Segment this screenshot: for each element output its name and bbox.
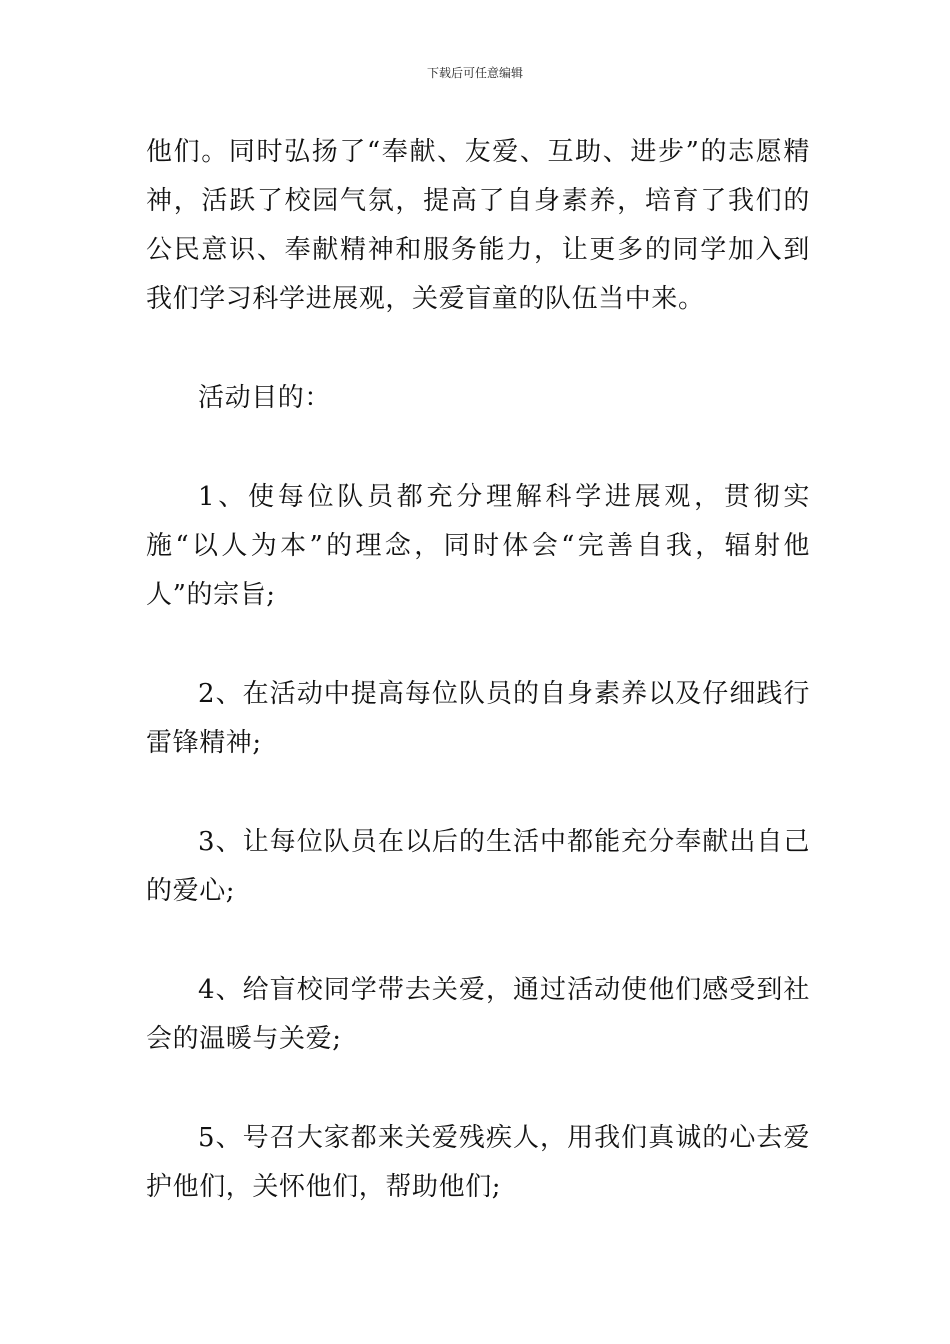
goal-item-1: 1、使每位队员都充分理解科学进展观，贯彻实施“以人为本”的理念，同时体会“完善自我，辐射他人”的宗旨; <box>146 482 810 610</box>
paragraph-intro-continuation: 他们。同时弘扬了“奉献、友爱、互助、进步”的志愿精神，活跃了校园气氛，提高了自身素养，培育了我们的公民意识、奉献精神和服务能力，让更多的同学加入到我们学习科学进展观，关爱盲童的队伍当中来。 <box>146 137 810 314</box>
goal-item-3: 3、让每位队员在以后的生活中都能充分奉献出自己的爱心; <box>146 827 810 906</box>
goal-item-5: 5、号召大家都来关爱残疾人，用我们真诚的心去爱护他们，关怀他们，帮助他们; <box>146 1123 810 1202</box>
goal-item-4: 4、给盲校同学带去关爱，通过活动使他们感受到社会的温暖与关爱; <box>146 975 810 1054</box>
goal-item-2: 2、在活动中提高每位队员的自身素养以及仔细践行雷锋精神; <box>146 679 810 758</box>
section-heading-activity-goals: 活动目的： <box>198 383 332 413</box>
paragraph-gap <box>146 1064 810 1114</box>
header-note: 下载后可任意编辑 <box>426 66 523 80</box>
document-body <box>146 128 810 1212</box>
paragraph-gap <box>146 423 810 473</box>
paragraph-gap <box>146 620 810 670</box>
paragraph-gap <box>146 916 810 966</box>
paragraph-gap <box>146 324 810 374</box>
paragraph-gap <box>146 768 810 818</box>
